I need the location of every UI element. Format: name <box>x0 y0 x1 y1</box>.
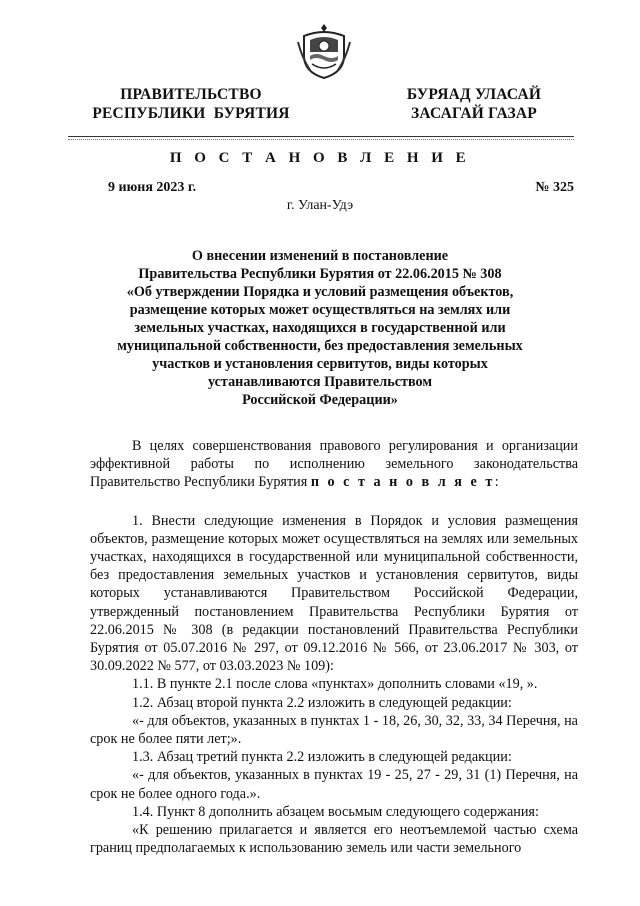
preamble-end: : <box>494 474 499 491</box>
header-right-line2: ЗАСАГАЙ ГАЗАР <box>411 105 537 122</box>
header-divider-dotted <box>68 139 574 140</box>
paragraph-1-1: 1.1. В пункте 2.1 после слова «пунктах» дополнить словами «19, ». <box>132 676 538 693</box>
document-type: П О С Т А Н О В Л Е Н И Е <box>169 150 471 166</box>
title-line: муниципальной собственности, без предоставления земельных <box>117 338 523 354</box>
title-line: размещение которых может осуществляться на землях или <box>129 302 511 318</box>
preamble-paragraph <box>90 437 578 492</box>
title-line: участков и установления сервитутов, виды которых <box>152 356 488 372</box>
title-line: Российской Федерации» <box>242 392 398 408</box>
paragraph-1-2: 1.2. Абзац второй пункта 2.2 изложить в следующей редакции: <box>132 694 512 711</box>
paragraph-1-4: 1.4. Пункт 8 дополнить абзацем восьмым следующего содержания: <box>132 803 539 820</box>
coat-of-arms-icon <box>296 22 352 80</box>
paragraph-1-3: 1.3. Абзац третий пункта 2.2 изложить в следующей редакции: <box>132 749 512 766</box>
header-left <box>86 85 296 123</box>
paragraph-1-4-text: «К решению прилагается и является его неотъемлемой частью схема границ предполагаемых к использованию земель или части земельного <box>90 822 578 857</box>
header-right-line1: БУРЯАД УЛАСАЙ <box>406 86 542 103</box>
document-body <box>90 437 578 857</box>
title-line: земельных участках, находящихся в государственной или <box>134 320 506 336</box>
title-line: О внесении изменений в постановление <box>191 248 449 264</box>
header-left-line1: ПРАВИТЕЛЬСТВО <box>120 86 262 103</box>
paragraph-1-2-text: «- для объектов, указанных в пунктах 1 - 18, 26, 30, 32, 33, 34 Перечня, на срок не более пяти лет;». <box>90 712 578 748</box>
paragraph-1: 1. Внести следующие изменения в Порядок и условия размещения объектов, размещение которых может осуществляться на землях или земельных участках, находящихся в государственной или муниципальной собственности, без предоставления земельных участков и установления сервитутов, виды которых устанавливаются Правительством Российской Федерации, утвержденный постановлением Правительства Республики Бурятия от 22.06.2015 № 308 (в редакции постановлений Правительства Республики Бурятия от 05.07.2016 № 297, от 09.12.2016 № 566, от 23.06.2017 № 303, от 30.09.2022 № 577, от 03.03.2023 № 109): <box>90 512 578 675</box>
title-line: Правительства Республики Бурятия от 22.06.2015 № 308 <box>138 266 502 282</box>
header-left-line2: РЕСПУБЛИКИ БУРЯТИЯ <box>92 105 290 122</box>
paragraph-1-3-text: «- для объектов, указанных в пунктах 19 - 25, 27 - 29, 31 (1) Перечня, на срок не более одного года.». <box>90 767 578 802</box>
preamble-text: В целях совершенствования правового регулирования и организации эффективной работы по исполнению земельного законодательства Правительство Республики Бурятия <box>90 438 578 491</box>
header-right <box>394 85 554 123</box>
preamble-emphasis: п о с т а н о в л я е т <box>310 474 495 491</box>
document-title <box>100 247 540 409</box>
document-number: № 325 <box>535 180 574 195</box>
document-date: 9 июня 2023 г. <box>108 180 197 195</box>
header-divider <box>68 136 574 137</box>
title-line: устанавливаются Правительством <box>207 374 433 390</box>
document-city: г. Улан-Удэ <box>286 198 354 213</box>
title-line: «Об утверждении Порядка и условий размещения объектов, <box>126 284 514 300</box>
